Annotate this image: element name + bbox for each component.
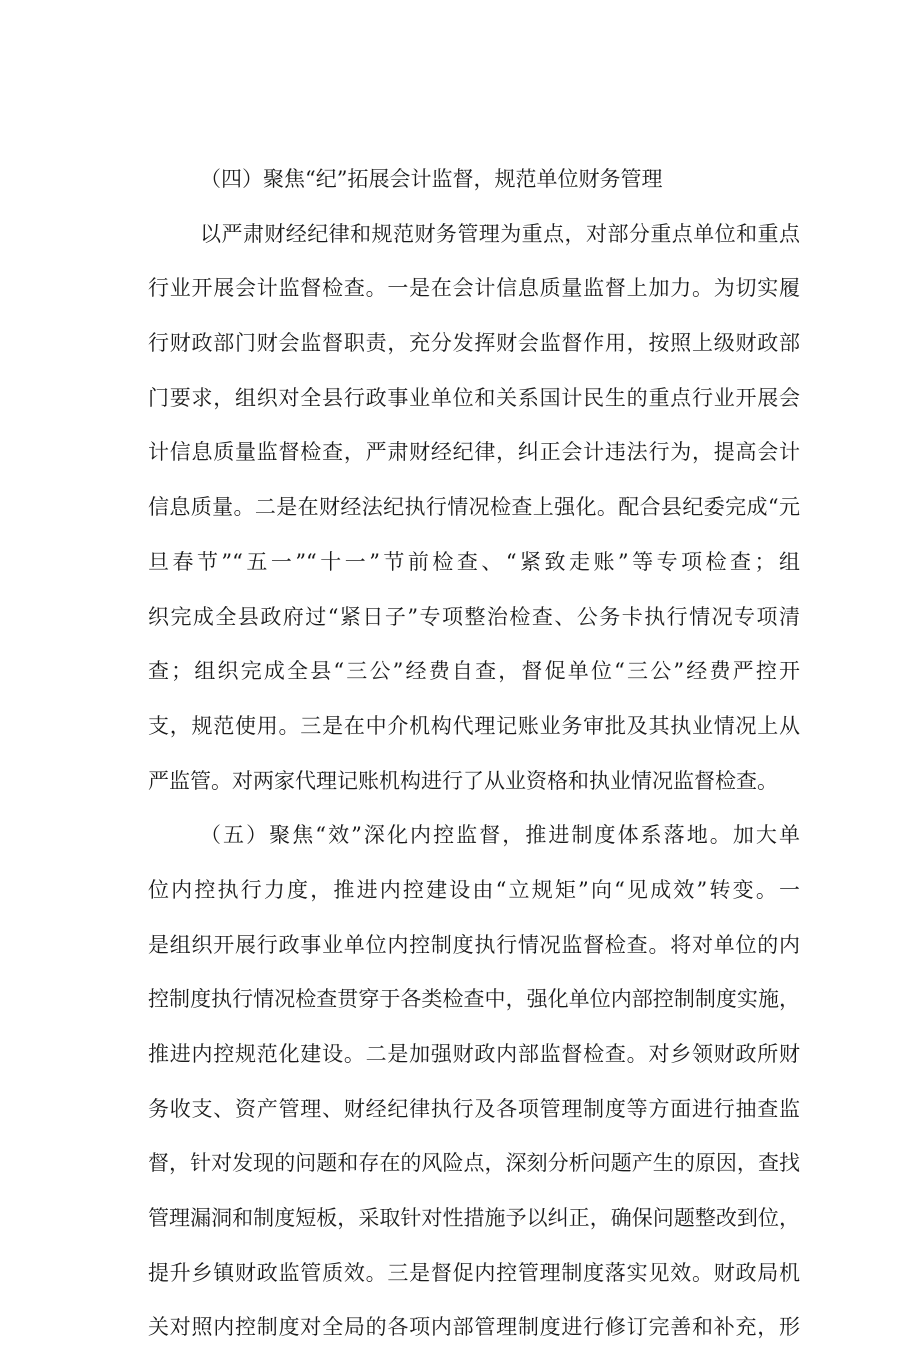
text-line: 以严肃财经纪律和规范财务管理为重点，对部分重点单位和重点 bbox=[200, 221, 800, 246]
document-body bbox=[148, 152, 800, 1355]
section-heading: （四）聚焦“纪”拓展会计监督，规范单位财务管理 bbox=[200, 167, 663, 191]
text-line: 管理漏洞和制度短板，采取针对性措施予以纠正，确保问题整改到位， bbox=[148, 1206, 800, 1231]
text-line: 信息质量。二是在财经法纪执行情况检查上强化。配合县纪委完成“元 bbox=[148, 495, 800, 520]
text-line: 织完成全县政府过“紧日子”专项整治检查、公务卡执行情况专项清 bbox=[148, 604, 800, 629]
text-line: 推进内控规范化建设。二是加强财政内部监督检查。对乡领财政所财 bbox=[148, 1042, 800, 1066]
text-line: 位内控执行力度，推进内控建设由“立规矩”向“见成效”转变。一 bbox=[148, 877, 800, 902]
text-line: 支，规范使用。三是在中介机构代理记账业务审批及其执业情况上从 bbox=[148, 713, 800, 738]
text-line: 查；组织完成全县“三公”经费自查，督促单位“三公”经费严控开 bbox=[148, 659, 800, 684]
text-line: 门要求，组织对全县行政事业单位和关系国计民生的重点行业开展会 bbox=[148, 385, 800, 410]
text-line: 督，针对发现的问题和存在的风险点，深刻分析问题产生的原因，查找 bbox=[148, 1151, 800, 1176]
text-line: 行财政部门财会监督职责，充分发挥财会监督作用，按照上级财政部 bbox=[148, 331, 800, 356]
text-line: 控制度执行情况检查贯穿于各类检查中，强化单位内部控制制度实施， bbox=[148, 987, 800, 1012]
text-line: 关对照内控制度对全局的各项内部管理制度进行修订完善和补充，形 bbox=[148, 1315, 800, 1340]
text-line: 计信息质量监督检查，严肃财经纪律，纠正会计违法行为，提高会计 bbox=[148, 440, 800, 465]
text-line: 是组织开展行政事业单位内控制度执行情况监督检查。将对单位的内 bbox=[148, 932, 800, 957]
text-line: 严监管。对两家代理记账机构进行了从业资格和执业情况监督检查。 bbox=[148, 768, 778, 793]
text-line: 行业开展会计监督检查。一是在会计信息质量监督上加力。为切实履 bbox=[148, 276, 800, 301]
text-line: （五）聚焦“效”深化内控监督，推进制度体系落地。加大单 bbox=[200, 823, 800, 848]
text-line: 旦春节”“五一”“十一”节前检查、“紧致走账”等专项检查；组 bbox=[148, 549, 800, 574]
text-line: 提升乡镇财政监管质效。三是督促内控管理制度落实见效。财政局机 bbox=[148, 1260, 800, 1285]
text-line: 务收支、资产管理、财经纪律执行及各项管理制度等方面进行抽查监 bbox=[148, 1096, 800, 1121]
